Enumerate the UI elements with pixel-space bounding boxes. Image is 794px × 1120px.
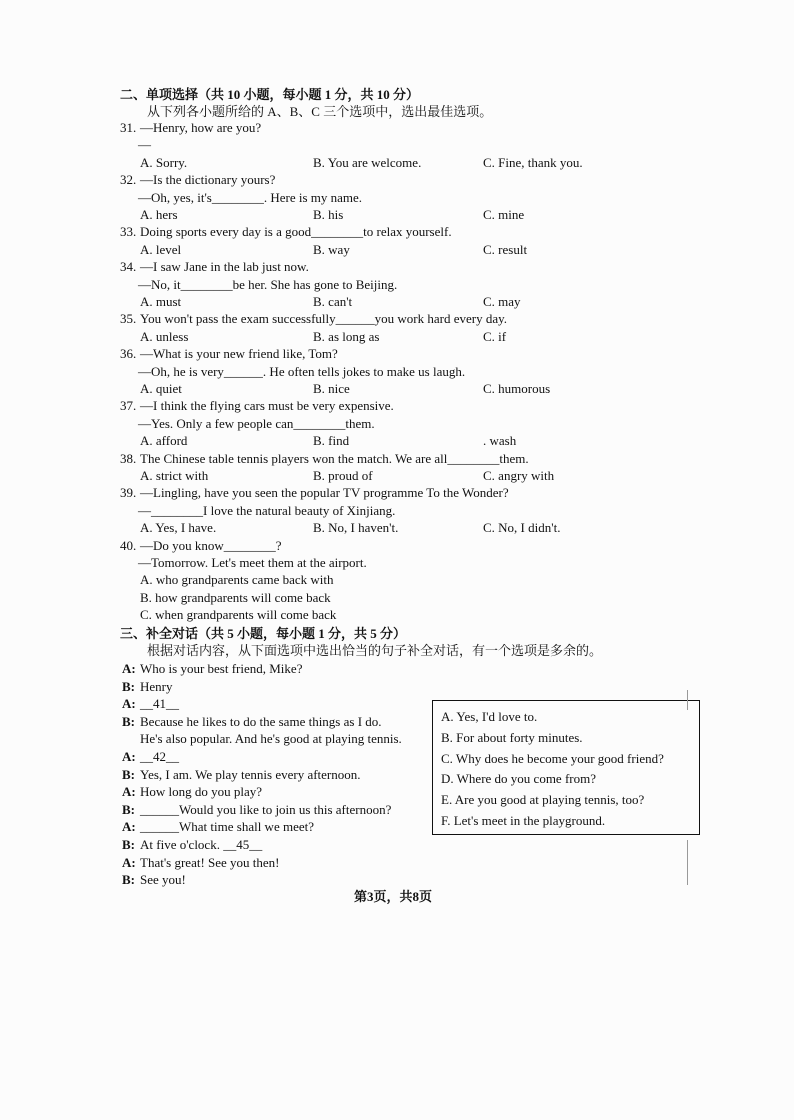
question-text: —Oh, yes, it's________. Here is my name. — [138, 189, 363, 205]
speaker-label: B: — [122, 713, 135, 729]
question-number: 37. — [120, 398, 137, 414]
section2-instruction: 从下列各小题所给的 A、B、C 三个选项中，选出最佳选项。 — [147, 104, 493, 119]
section3-title: 三、补全对话（共 5 小题，每小题 1 分，共 5 分） — [120, 626, 407, 641]
option: B. find — [313, 433, 350, 449]
box-option: E. Are you good at playing tennis, too? — [441, 792, 645, 808]
question-text: —________I love the natural beauty of Xinjiang. — [138, 502, 396, 518]
question-text: The Chinese table tennis players won the match. We are all________them. — [140, 450, 529, 466]
speaker-label: A: — [122, 749, 136, 764]
dialogue-line: __41__ — [140, 696, 179, 712]
option: B. can't — [313, 294, 353, 309]
dialogue-line: See you! — [140, 872, 186, 888]
option: B. No, I haven't. — [313, 520, 399, 536]
option: A. afford — [140, 433, 188, 449]
option: B. way — [313, 241, 350, 257]
question-text: —I saw Jane in the lab just now. — [140, 259, 309, 275]
question-text: —Henry, how are you? — [140, 120, 262, 135]
speaker-label: A: — [122, 661, 136, 676]
question-text: —Tomorrow. Let's meet them at the airport. — [138, 555, 367, 570]
speaker-label: B: — [122, 678, 135, 694]
options-box — [432, 700, 700, 835]
question-text: You won't pass the exam successfully______you work hard every day. — [140, 311, 508, 327]
box-option: A. Yes, I'd love to. — [441, 709, 538, 724]
dialogue-line: At five o'clock. __45__ — [140, 837, 263, 852]
speaker-label: B: — [122, 872, 135, 888]
question-text: —Do you know________? — [140, 537, 282, 553]
question-text: — — [138, 137, 151, 153]
speaker-label: A: — [122, 696, 136, 712]
question-number: 34. — [120, 259, 137, 275]
dialogue-line: He's also popular. And he's good at playing tennis. — [140, 731, 402, 747]
question-text: —Yes. Only a few people can________them. — [138, 415, 375, 431]
question-text: —No, it________be her. She has gone to Beijing. — [138, 276, 398, 292]
speaker-label: B: — [122, 766, 135, 782]
question-text: Doing sports every day is a good________to relax yourself. — [140, 224, 452, 240]
option: C. humorous — [483, 381, 551, 396]
option: A. must — [140, 294, 182, 309]
option: C. result — [483, 241, 528, 257]
option: C. No, I didn't. — [483, 520, 561, 536]
option: B. as long as — [313, 328, 380, 344]
section2-title: 二、单项选择（共 10 小题，每小题 1 分，共 10 分） — [120, 87, 420, 102]
question-number: 40. — [120, 537, 137, 553]
option: A. strict with — [140, 468, 209, 483]
question-number: 38. — [120, 450, 137, 466]
option: B. how grandparents will come back — [140, 589, 331, 605]
question-text: —Lingling, have you seen the popular TV programme To the Wonder? — [140, 485, 509, 501]
box-option: D. Where do you come from? — [441, 771, 596, 787]
option: A. Sorry. — [140, 154, 188, 170]
scan-line — [687, 690, 688, 710]
speaker-label: A: — [122, 854, 136, 870]
box-option: B. For about forty minutes. — [441, 729, 583, 745]
option: A. level — [140, 241, 182, 257]
speaker-label: B: — [122, 801, 135, 817]
option: B. proud of — [313, 468, 373, 483]
question-number: 35. — [120, 311, 137, 327]
speaker-label: A: — [122, 819, 136, 835]
question-text: —Oh, he is very______. He often tells jokes to make us laugh. — [138, 363, 466, 379]
question-text: —What is your new friend like, Tom? — [140, 346, 338, 362]
dialogue-line: Henry — [140, 678, 173, 694]
dialogue-line: How long do you play? — [140, 784, 263, 800]
option: A. Yes, I have. — [140, 520, 217, 536]
option: C. may — [483, 294, 521, 309]
box-option: F. Let's meet in the playground. — [441, 813, 606, 828]
dialogue-line: ______Would you like to join us this afternoon? — [140, 801, 392, 817]
option: C. mine — [483, 207, 525, 222]
option: A. unless — [140, 328, 189, 344]
speaker-label: A: — [122, 784, 136, 800]
speaker-label: B: — [122, 837, 135, 852]
option: A. hers — [140, 207, 178, 222]
option: C. angry with — [483, 468, 555, 483]
page-footer: 第3页，共8页 — [354, 889, 433, 904]
dialogue-line: __42__ — [140, 749, 179, 764]
question-number: 31. — [120, 120, 137, 135]
question-number: 32. — [120, 172, 137, 188]
scan-line — [687, 840, 688, 885]
option: C. when grandparents will come back — [140, 607, 337, 623]
option: A. who grandparents came back with — [140, 572, 334, 588]
dialogue-line: Because he likes to do the same things as I do. — [140, 713, 382, 729]
dialogue-line: Who is your best friend, Mike? — [140, 661, 303, 676]
option: . wash — [483, 433, 517, 449]
dialogue-line: Yes, I am. We play tennis every afternoon. — [140, 766, 361, 782]
section3-instruction: 根据对话内容，从下面选项中选出恰当的句子补全对话，有一个选项是多余的。 — [147, 643, 603, 658]
option: B. his — [313, 207, 344, 222]
dialogue-line: ______What time shall we meet? — [140, 819, 315, 835]
question-text: —I think the flying cars must be very expensive. — [140, 398, 394, 414]
option: C. if — [483, 328, 507, 344]
option: B. nice — [313, 381, 350, 396]
question-number: 33. — [120, 224, 137, 240]
option: A. quiet — [140, 381, 182, 396]
option: C. Fine, thank you. — [483, 154, 583, 170]
dialogue-line: That's great! See you then! — [140, 854, 280, 870]
box-option: C. Why does he become your good friend? — [441, 750, 664, 766]
option: B. You are welcome. — [313, 154, 422, 170]
question-number: 39. — [120, 485, 137, 501]
question-number: 36. — [120, 346, 137, 362]
question-text: —Is the dictionary yours? — [140, 172, 276, 188]
